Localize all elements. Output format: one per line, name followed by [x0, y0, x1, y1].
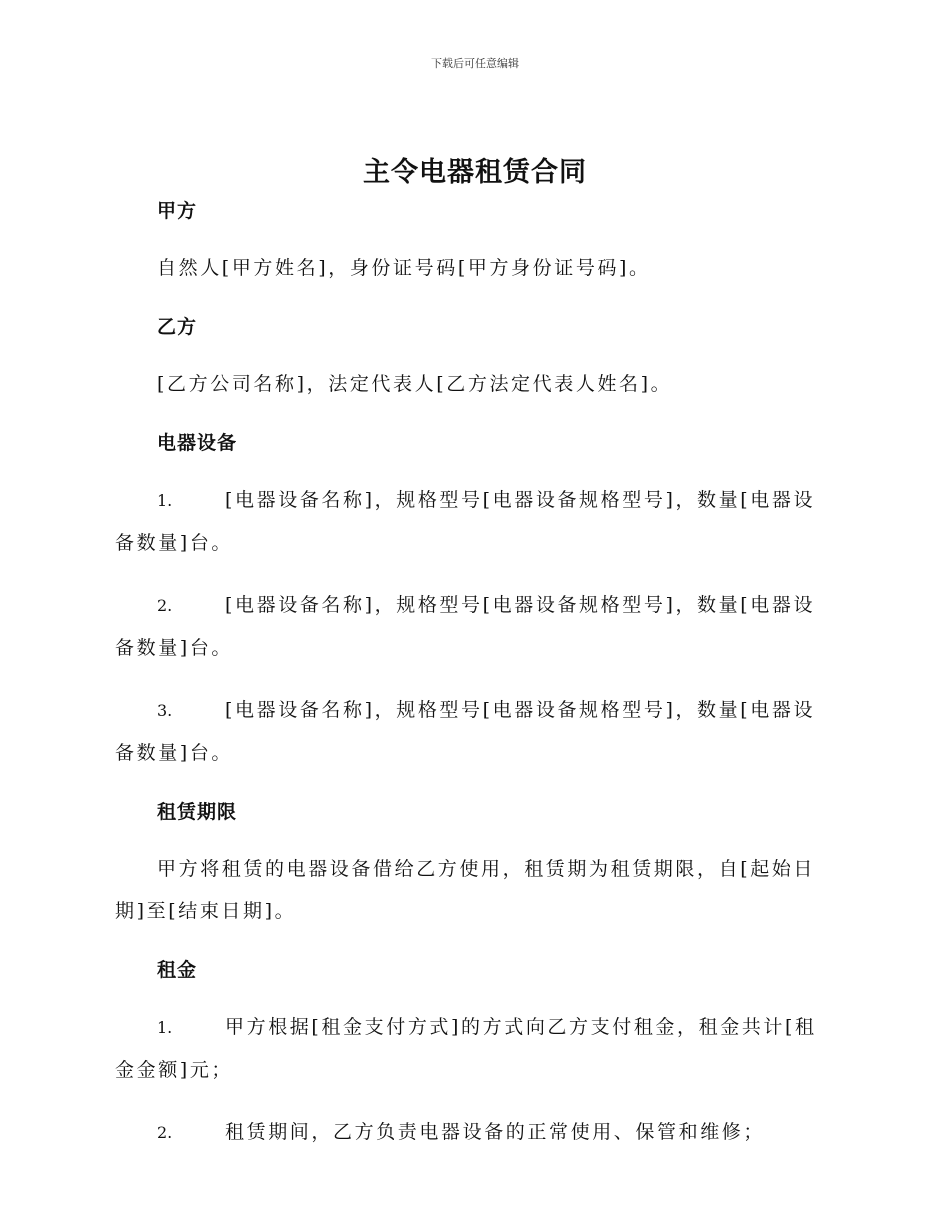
rent-item — [115, 1006, 835, 1091]
term-text: 甲方将租赁的电器设备借给乙方使用，租赁期为租赁期限，自[起始日期]至[结束日期]。 — [115, 858, 816, 922]
rent-item — [115, 1111, 835, 1154]
party-b-heading: 乙方 — [157, 316, 198, 338]
list-number: 2. — [157, 596, 173, 615]
header-note: 下载后可任意编辑 — [431, 57, 519, 70]
document-title: 主令电器租赁合同 — [363, 157, 587, 188]
list-number: 1. — [157, 491, 173, 510]
party-b-text: [乙方公司名称]，法定代表人[乙方法定代表人姓名]。 — [157, 373, 673, 395]
document-body — [115, 195, 835, 1154]
list-number: 1. — [157, 1018, 173, 1037]
equipment-item — [115, 584, 835, 669]
equipment-item-text: [电器设备名称]，规格型号[电器设备规格型号]，数量[电器设备数量]台。 — [115, 699, 816, 764]
rent-item-text: 租赁期间，乙方负责电器设备的正常使用、保管和维修； — [225, 1121, 766, 1143]
equipment-item-text: [电器设备名称]，规格型号[电器设备规格型号]，数量[电器设备数量]台。 — [115, 594, 816, 659]
list-number: 2. — [157, 1123, 173, 1142]
equipment-heading: 电器设备 — [157, 432, 238, 454]
party-a-heading: 甲方 — [157, 200, 198, 222]
equipment-item — [115, 689, 835, 774]
party-a-text: 自然人[甲方姓名]，身份证号码[甲方身份证号码]。 — [157, 257, 651, 279]
rent-heading: 租金 — [157, 959, 198, 981]
rent-item-text: 甲方根据[租金支付方式]的方式向乙方支付租金，租金共计[租金金额]元； — [115, 1016, 817, 1081]
equipment-item-text: [电器设备名称]，规格型号[电器设备规格型号]，数量[电器设备数量]台。 — [115, 489, 816, 554]
list-number: 3. — [157, 701, 173, 720]
equipment-item — [115, 479, 835, 564]
term-heading: 租赁期限 — [157, 801, 238, 823]
